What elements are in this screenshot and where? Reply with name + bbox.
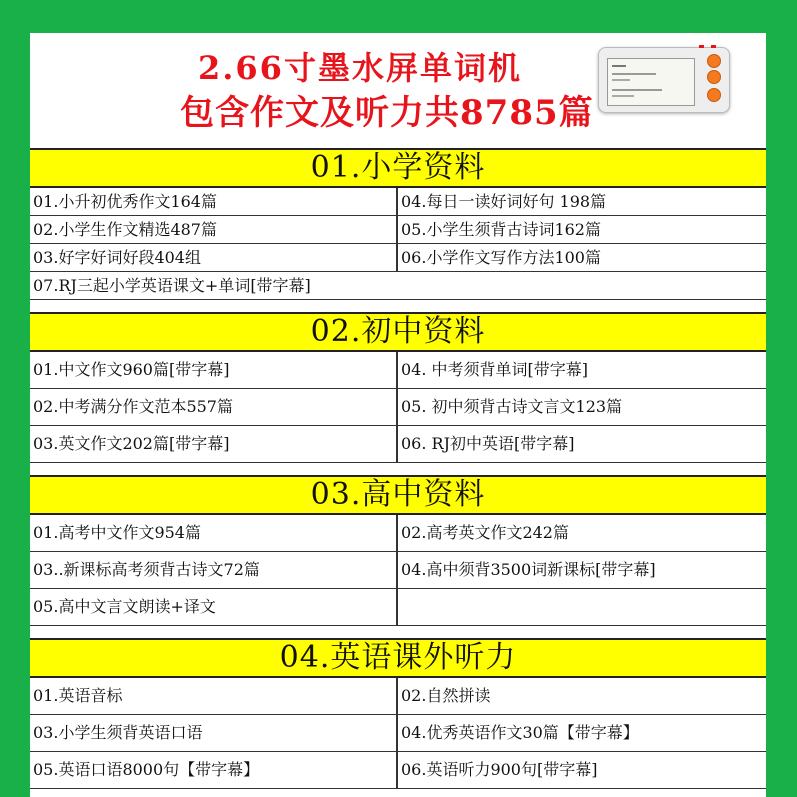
list-item: 05.英语口语8000句【带字幕】 — [30, 752, 398, 788]
section-senior-list — [30, 515, 766, 626]
device-button — [707, 70, 721, 84]
header — [30, 33, 766, 148]
section-title-english-listening: 04.英语课外听力 — [30, 638, 766, 678]
document-sheet — [30, 33, 766, 797]
table-row — [30, 244, 766, 272]
device-button — [707, 88, 721, 102]
list-item: 05. 初中须背古诗文言文123篇 — [401, 397, 623, 416]
list-item: 01.高考中文作文954篇 — [30, 515, 398, 551]
list-item: 06.小学作文写作方法100篇 — [401, 248, 601, 267]
list-item: 05.小学生须背古诗词162篇 — [401, 220, 601, 239]
list-item: 01.中文作文960篇[带字幕] — [30, 352, 398, 388]
list-item: 02.中考满分作文范本557篇 — [30, 389, 398, 425]
list-item: 02.小学生作文精选487篇 — [30, 216, 398, 243]
list-item: 03.小学生须背英语口语 — [30, 715, 398, 751]
section-gap — [30, 626, 766, 638]
section-title-primary: 01.小学资料 — [30, 148, 766, 188]
list-item: 01.小升初优秀作文164篇 — [30, 188, 398, 215]
title-line-1: 2.66寸墨水屏单词机 — [198, 49, 522, 87]
list-item: 04.优秀英语作文30篇【带字幕】 — [401, 723, 639, 742]
table-row — [30, 589, 766, 626]
device-screen — [607, 58, 695, 106]
device-indicator — [711, 45, 716, 48]
list-item: 02.高考英文作文242篇 — [401, 523, 569, 542]
list-item: 04.高中须背3500词新课标[带字幕] — [401, 560, 656, 579]
list-item: 04. 中考须背单词[带字幕] — [401, 360, 589, 379]
device-button — [707, 54, 721, 68]
section-english-listening-list — [30, 678, 766, 789]
section-gap — [30, 300, 766, 312]
section-gap — [30, 463, 766, 475]
table-row — [30, 715, 766, 752]
table-row — [30, 188, 766, 216]
list-item: 03.英文作文202篇[带字幕] — [30, 426, 398, 462]
section-junior-list — [30, 352, 766, 463]
table-row — [30, 272, 766, 300]
table-row — [30, 678, 766, 715]
list-item: 01.英语音标 — [30, 678, 398, 714]
list-item: 06.英语听力900句[带字幕] — [401, 760, 598, 779]
list-item: 02.自然拼读 — [401, 686, 491, 705]
list-item: 05.高中文言文朗读+译文 — [30, 589, 398, 625]
eink-device-image — [598, 47, 730, 113]
list-item: 03..新课标高考须背古诗文72篇 — [30, 552, 398, 588]
table-row — [30, 389, 766, 426]
section-title-junior: 02.初中资料 — [30, 312, 766, 352]
list-item: 06. RJ初中英语[带字幕] — [401, 434, 575, 453]
list-item — [398, 589, 766, 625]
title-line-2: 包含作文及听力共8785篇 — [180, 93, 594, 133]
list-item: 04.每日一读好词好句 198篇 — [401, 192, 607, 211]
list-item: 03.好字好词好段404组 — [30, 244, 398, 271]
list-item: 07.RJ三起小学英语课文+单词[带字幕] — [33, 276, 311, 295]
table-row — [30, 426, 766, 463]
table-row — [30, 352, 766, 389]
table-row — [30, 216, 766, 244]
table-row — [30, 515, 766, 552]
device-indicator — [699, 45, 704, 48]
section-primary-list — [30, 188, 766, 300]
section-title-senior: 03.高中资料 — [30, 475, 766, 515]
table-row — [30, 752, 766, 789]
table-row — [30, 552, 766, 589]
